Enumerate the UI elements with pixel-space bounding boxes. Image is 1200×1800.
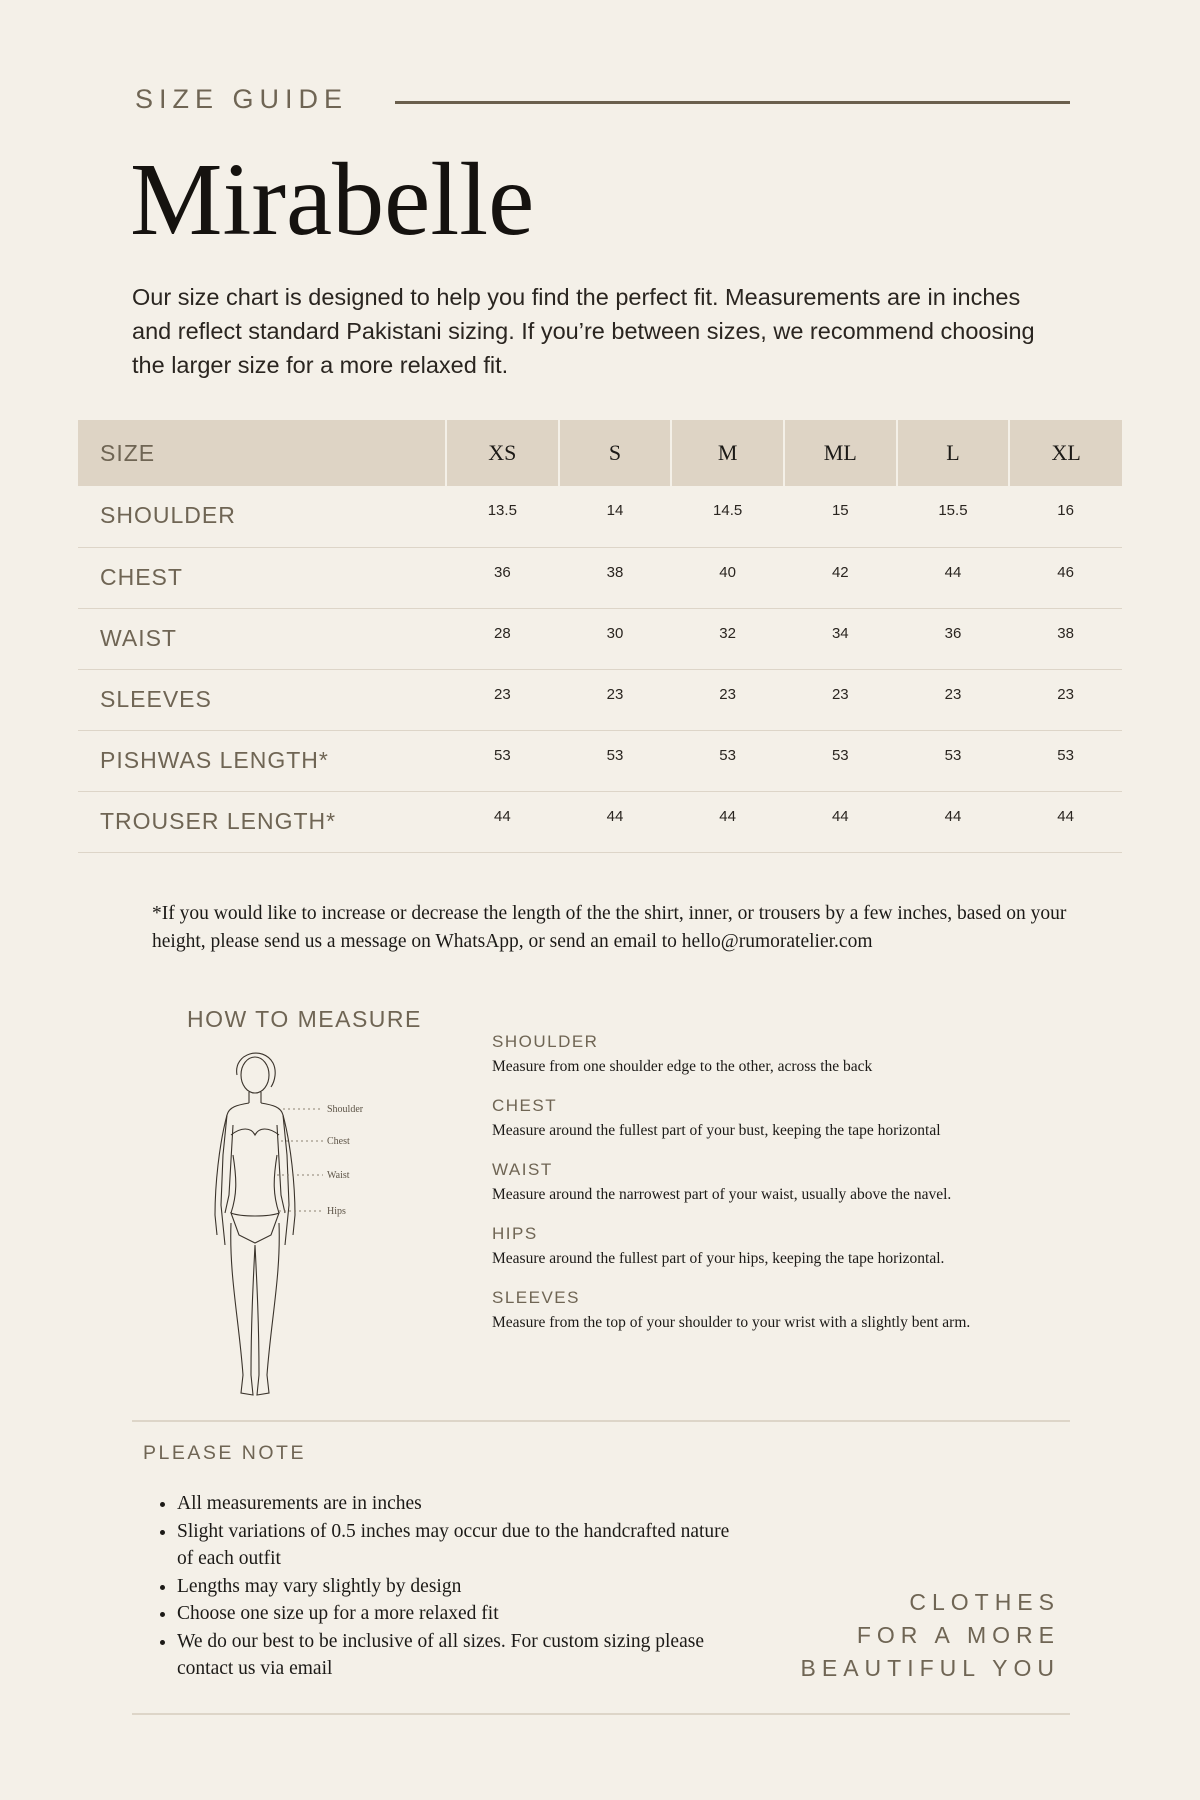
figure-waist-icon: [231, 1155, 279, 1213]
length-footnote: *If you would like to increase or decrease the length of the the shirt, inner, or trousers by a few inches, based on your height, please send us a message on WhatsApp, or send an email to hello@rumoratelier.com: [152, 903, 1067, 952]
eyebrow-divider: [395, 101, 1070, 104]
measurement-label: TROUSER LENGTH*: [78, 791, 446, 852]
measurement-value: 44: [784, 791, 897, 852]
size-header-cell: L: [897, 420, 1010, 486]
measurement-value: 53: [897, 730, 1010, 791]
measurement-label: CHEST: [78, 547, 446, 608]
measurement-value: 36: [897, 608, 1010, 669]
how-to-measure-title: HOW TO MEASURE: [187, 1006, 422, 1032]
measurement-label: WAIST: [78, 608, 446, 669]
measurement-value: 46: [1009, 547, 1122, 608]
measurement-value: 44: [559, 791, 672, 852]
measurement-value: 32: [671, 608, 784, 669]
measurement-label: SHOULDER: [78, 486, 446, 547]
measure-heading: WAIST: [492, 1160, 553, 1179]
figure-legs-icon: [231, 1223, 280, 1395]
measurement-value: 53: [784, 730, 897, 791]
measurement-value: 23: [784, 669, 897, 730]
figure-bust-icon: [231, 1129, 279, 1135]
measure-description: Measure from one shoulder edge to the other, across the back: [492, 1058, 873, 1075]
measurement-value: 44: [446, 791, 559, 852]
please-note-title: PLEASE NOTE: [143, 1442, 306, 1464]
size-chart-table: [78, 420, 1122, 853]
figure-label-waist: Waist: [327, 1170, 350, 1181]
please-note-list: [155, 1490, 737, 1683]
figure-head-icon: [241, 1057, 269, 1093]
measurement-value: 42: [784, 547, 897, 608]
intro-paragraph: Our size chart is designed to help you find the perfect fit. Measurements are in inches and reflect standard Pakistani sizing. If you’re between sizes, we recommend choosing the larger size for a more relaxed fit.: [132, 284, 1035, 378]
measurement-label: PISHWAS LENGTH*: [78, 730, 446, 791]
measurement-value: 14.5: [671, 486, 784, 547]
measurement-value: 38: [559, 547, 672, 608]
measurement-value: 15: [784, 486, 897, 547]
measurement-value: 23: [559, 669, 672, 730]
size-header-label: SIZE: [78, 420, 446, 486]
list-item: • All measurements are in inches: [177, 1490, 737, 1518]
measure-description: Measure around the fullest part of your bust, keeping the tape horizontal: [492, 1122, 941, 1139]
measurement-value: 16: [1009, 486, 1122, 547]
measure-heading: HIPS: [492, 1224, 538, 1243]
table-row: [78, 547, 1122, 608]
tagline-line: BEAUTIFUL YOU: [800, 1655, 1060, 1681]
list-item: • We do our best to be inclusive of all sizes. For custom sizing please contact us via email: [177, 1628, 737, 1683]
measurement-value: 53: [1009, 730, 1122, 791]
measure-item: [492, 1224, 1092, 1268]
measure-instructions: [492, 1032, 1092, 1352]
measurement-value: 30: [559, 608, 672, 669]
measure-description: Measure around the narrowest part of your waist, usually above the navel.: [492, 1186, 952, 1203]
measure-description: Measure around the fullest part of your hips, keeping the tape horizontal.: [492, 1250, 945, 1267]
measurement-value: 44: [897, 547, 1010, 608]
size-guide-eyebrow: SIZE GUIDE: [135, 84, 349, 114]
tagline-line: FOR A MORE: [856, 1622, 1060, 1648]
section-divider: [132, 1420, 1070, 1422]
measurement-value: 34: [784, 608, 897, 669]
measure-item: [492, 1160, 1092, 1204]
measure-heading: SHOULDER: [492, 1032, 599, 1051]
page-title: Mirabelle: [130, 142, 535, 257]
measurement-value: 36: [446, 547, 559, 608]
bottom-divider: [132, 1713, 1070, 1715]
measurement-value: 44: [671, 791, 784, 852]
measure-item: [492, 1032, 1092, 1076]
figure-neck-icon: [249, 1092, 261, 1103]
table-row: [78, 669, 1122, 730]
body-measure-figure: [185, 1045, 415, 1410]
tagline: [801, 1586, 1060, 1685]
measure-heading: SLEEVES: [492, 1288, 580, 1307]
measurement-value: 44: [1009, 791, 1122, 852]
figure-label-chest: Chest: [327, 1136, 350, 1147]
table-row: [78, 486, 1122, 547]
measurement-value: 23: [446, 669, 559, 730]
measurement-value: 28: [446, 608, 559, 669]
list-item: • Lengths may vary slightly by design: [177, 1573, 737, 1601]
size-header-cell: XS: [446, 420, 559, 486]
measurement-value: 23: [1009, 669, 1122, 730]
table-row: [78, 730, 1122, 791]
figure-label-hips: Hips: [327, 1206, 346, 1217]
measurement-value: 40: [671, 547, 784, 608]
measure-heading: CHEST: [492, 1096, 558, 1115]
measurement-value: 13.5: [446, 486, 559, 547]
measurement-value: 53: [559, 730, 672, 791]
measure-item: [492, 1288, 1092, 1332]
tagline-line: CLOTHES: [909, 1589, 1060, 1615]
size-header-cell: XL: [1009, 420, 1122, 486]
measurement-value: 38: [1009, 608, 1122, 669]
figure-briefs-icon: [231, 1213, 279, 1243]
size-header-cell: ML: [784, 420, 897, 486]
measure-item: [492, 1096, 1092, 1140]
figure-label-shoulder: Shoulder: [327, 1104, 364, 1115]
measurement-value: 15.5: [897, 486, 1010, 547]
measurement-value: 53: [446, 730, 559, 791]
measurement-value: 23: [897, 669, 1010, 730]
measure-description: Measure from the top of your shoulder to your wrist with a slightly bent arm.: [492, 1314, 971, 1331]
measurement-value: 23: [671, 669, 784, 730]
list-item: • Slight variations of 0.5 inches may occur due to the handcrafted nature of each outfit: [177, 1518, 737, 1573]
table-row: [78, 608, 1122, 669]
measurement-value: 44: [897, 791, 1010, 852]
measurement-label: SLEEVES: [78, 669, 446, 730]
size-header-cell: M: [671, 420, 784, 486]
size-header-cell: S: [559, 420, 672, 486]
measurement-value: 53: [671, 730, 784, 791]
table-row: [78, 791, 1122, 852]
size-header-row: [78, 420, 1122, 486]
measurement-value: 14: [559, 486, 672, 547]
list-item: • Choose one size up for a more relaxed fit: [177, 1600, 737, 1628]
